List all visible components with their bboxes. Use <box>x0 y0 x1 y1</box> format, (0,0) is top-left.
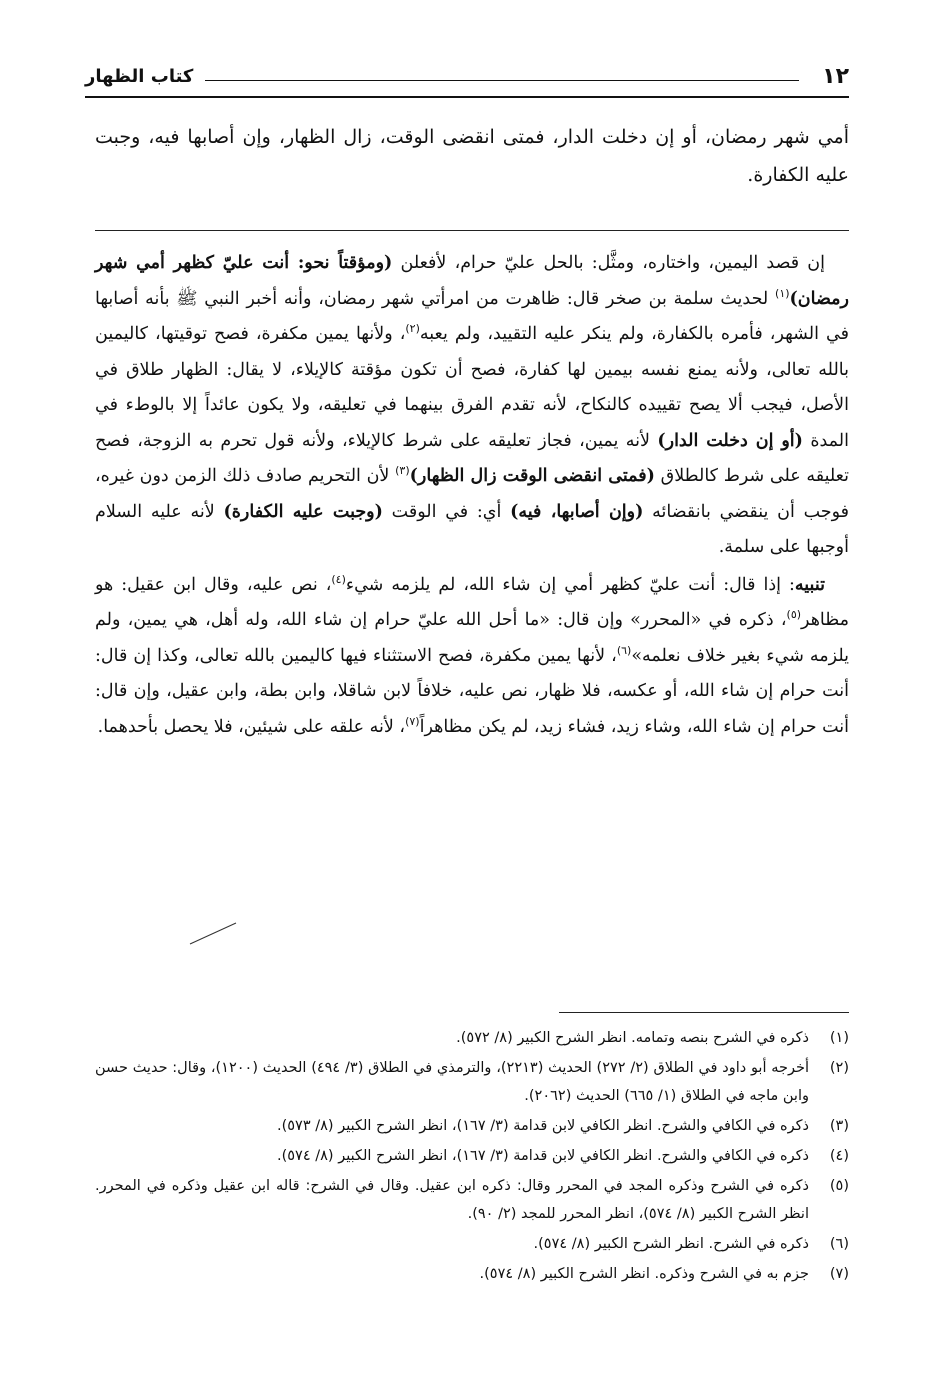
footnote-marker: (٦) <box>616 643 632 657</box>
footnote-number: (٤) <box>829 1148 849 1164</box>
footnote-item <box>95 1172 849 1228</box>
matn-quotation: (فمتى انقضى الوقت زال الظهار) <box>409 466 655 486</box>
sharh-text-run: لأنه عليه السلام أوجبها على سلمة. <box>95 501 849 557</box>
sharh-text-run: ، ذكره في «المحرر» وإن قال: «ما أحل الله عليّ حرام إن شاء الله، وله أهل، هي يمين، ولم يلزمه شيء بغير خلاف نعلمه» <box>95 610 849 666</box>
sharh-text-run: لحديث سلمة بن صخر قال: ظاهرت من امرأتي شهر رمضان، وأنه أخبر النبي ﷺ بأنه أصابها في الشهر، فأمره بالكفارة، ولم ينكر عليه التقييد، ولم يعبه <box>95 288 849 344</box>
matn-quotation: (ومؤقتاً نحو: أنت عليّ كظهر أمي شهر رمضان) <box>95 253 849 309</box>
footnotes <box>95 1024 849 1290</box>
pen-stroke-mark <box>188 920 238 946</box>
sharh-text-run: أي: في الوقت <box>382 501 511 522</box>
header-rule <box>205 80 799 81</box>
footnote-item <box>95 1054 849 1110</box>
footnote-number: (٥) <box>829 1178 849 1194</box>
footnote-text: ذكره في الكافي والشرح. انظر الكافي لابن قدامة (٣/ ١٦٧)، انظر الشرح الكبير (٨/ ٥٧٤). <box>276 1148 809 1164</box>
matn-quotation: (أو إن دخلت الدار) <box>657 430 803 451</box>
sharh-text-run: ، لأنها يمين مكفرة، فصح الاستثناء فيها كاليمين بالله تعالى، وكذا إن قال: أنت حرام إن شاء الله، أو عكسه، فلا ظهار، نص عليه، خلافاً لابن شاقلا، وابن بطة، وابن عقيل، وإن قال: أنت حرام إن شاء الله، وشاء زيد، فشاء زيد، لم يكن مظاهراً <box>95 645 849 737</box>
sharh-text-run: ، ولأنها يمين مكفرة، فصح توقيتها، كاليمين بالله تعالى، ولأنه يمنع نفسه بيمين لها كفارة، فصح أن تكون مؤقتة كالإيلاء، لا يقال: الظهار طلاق في الأصل، فيجب ألا يصح تقييده كالنكاح، لأنه تقدم الفرق بينهما في تعليقه، ولا يكون عائداً إلا بالوطء في المدة <box>95 324 849 451</box>
sharh-text-run: إن قصد اليمين، واختاره، ومثَّل: بالحل عليّ حرام، لأفعلن <box>392 253 825 273</box>
footnote-text: جزم به في الشرح وذكره. انظر الشرح الكبير (٨/ ٥٧٤). <box>479 1266 809 1282</box>
sharh-text-run: لأنه يمين، فجاز تعليقه على شرط كالإيلاء، ولأنه قول تحرم به الزوجة، فصح تعليقه على شرط كالطلاق <box>95 430 850 486</box>
matn-quotation: (وجبت عليه الكفارة) <box>223 501 383 522</box>
footnote-item <box>95 1024 849 1052</box>
matn-text: أمي شهر رمضان، أو إن دخلت الدار، فمتى انقضى الوقت، زال الظهار، وإن أصابها فيه، وجبت عليه الكفارة. <box>95 126 849 186</box>
footnote-marker: (٣) <box>395 464 410 478</box>
page-number: ١٢ <box>822 64 849 89</box>
footnote-text: ذكره في الشرح. انظر الشرح الكبير (٨/ ٥٧٤). <box>533 1236 809 1252</box>
footnote-item <box>95 1230 849 1258</box>
footnote-number: (١) <box>829 1030 849 1046</box>
matn-sharh-divider <box>95 230 849 231</box>
footnote-number: (٣) <box>829 1118 849 1134</box>
sharh-paragraph-1 <box>95 246 849 566</box>
footnote-marker: (٧) <box>405 714 420 728</box>
footnote-rule <box>559 1012 849 1013</box>
footnote-marker: (٤) <box>331 572 346 586</box>
footnote-item <box>95 1112 849 1140</box>
page-header <box>85 62 849 98</box>
matn-quotation: تنبيه <box>794 574 825 595</box>
footnote-marker: (٢) <box>405 322 420 336</box>
sharh-text <box>95 246 849 747</box>
footnote-text: ذكره في الشرح بنصه وتمامه. انظر الشرح الكبير (٨/ ٥٧٢). <box>456 1030 809 1046</box>
footnote-text: ذكره في الكافي والشرح. انظر الكافي لابن قدامة (٣/ ١٦٧)، انظر الشرح الكبير (٨/ ٥٧٣). <box>276 1118 809 1134</box>
footnote-number: (٢) <box>829 1060 849 1076</box>
footnote-item <box>95 1260 849 1288</box>
book-title: كتاب الظهار <box>85 66 194 87</box>
sharh-text-run: لأن التحريم صادف ذلك الزمن دون غيره، فوجب أن ينقضي بانقضائه <box>95 466 849 522</box>
footnote-number: (٧) <box>829 1266 849 1282</box>
sharh-text-run: ، لأنه علقه على شيئين، فلا يحصل بأحدهما. <box>97 716 406 737</box>
footnote-text: أخرجه أبو داود في الطلاق (٢/ ٢٧٢) الحديث (٢٢١٣)، والترمذي في الطلاق (٣/ ٤٩٤) الحديث (١٢٠٠)، وقال: حديث حسن وابن ماجه في الطلاق (١/ ٦٦٥) الحديث (٢٠٦٢). <box>95 1060 809 1104</box>
footnote-marker: (٥) <box>786 608 802 622</box>
sharh-paragraph-2 <box>95 568 849 746</box>
sharh-text-run: : إذا قال: أنت عليّ كظهر أمي إن شاء الله، لم يلزمه شيء <box>345 574 795 595</box>
footnote-marker: (١) <box>775 286 790 300</box>
footnote-number: (٦) <box>829 1236 849 1252</box>
footnote-text: ذكره في الشرح وذكره المجد في المحرر وقال: ذكره ابن عقيل. وقال في الشرح: قاله ابن عقيل وذكره في المحرر. انظر الشرح الكبير (٨/ ٥٧٤)، انظر المحرر للمجد (٢/ ٩٠). <box>95 1178 809 1222</box>
footnote-item <box>95 1142 849 1170</box>
matn-quotation: (وإن أصابها، فيه) <box>510 501 644 522</box>
sharh-text-run: ، نص عليه، وقال ابن عقيل: هو مظاهر <box>95 574 849 630</box>
